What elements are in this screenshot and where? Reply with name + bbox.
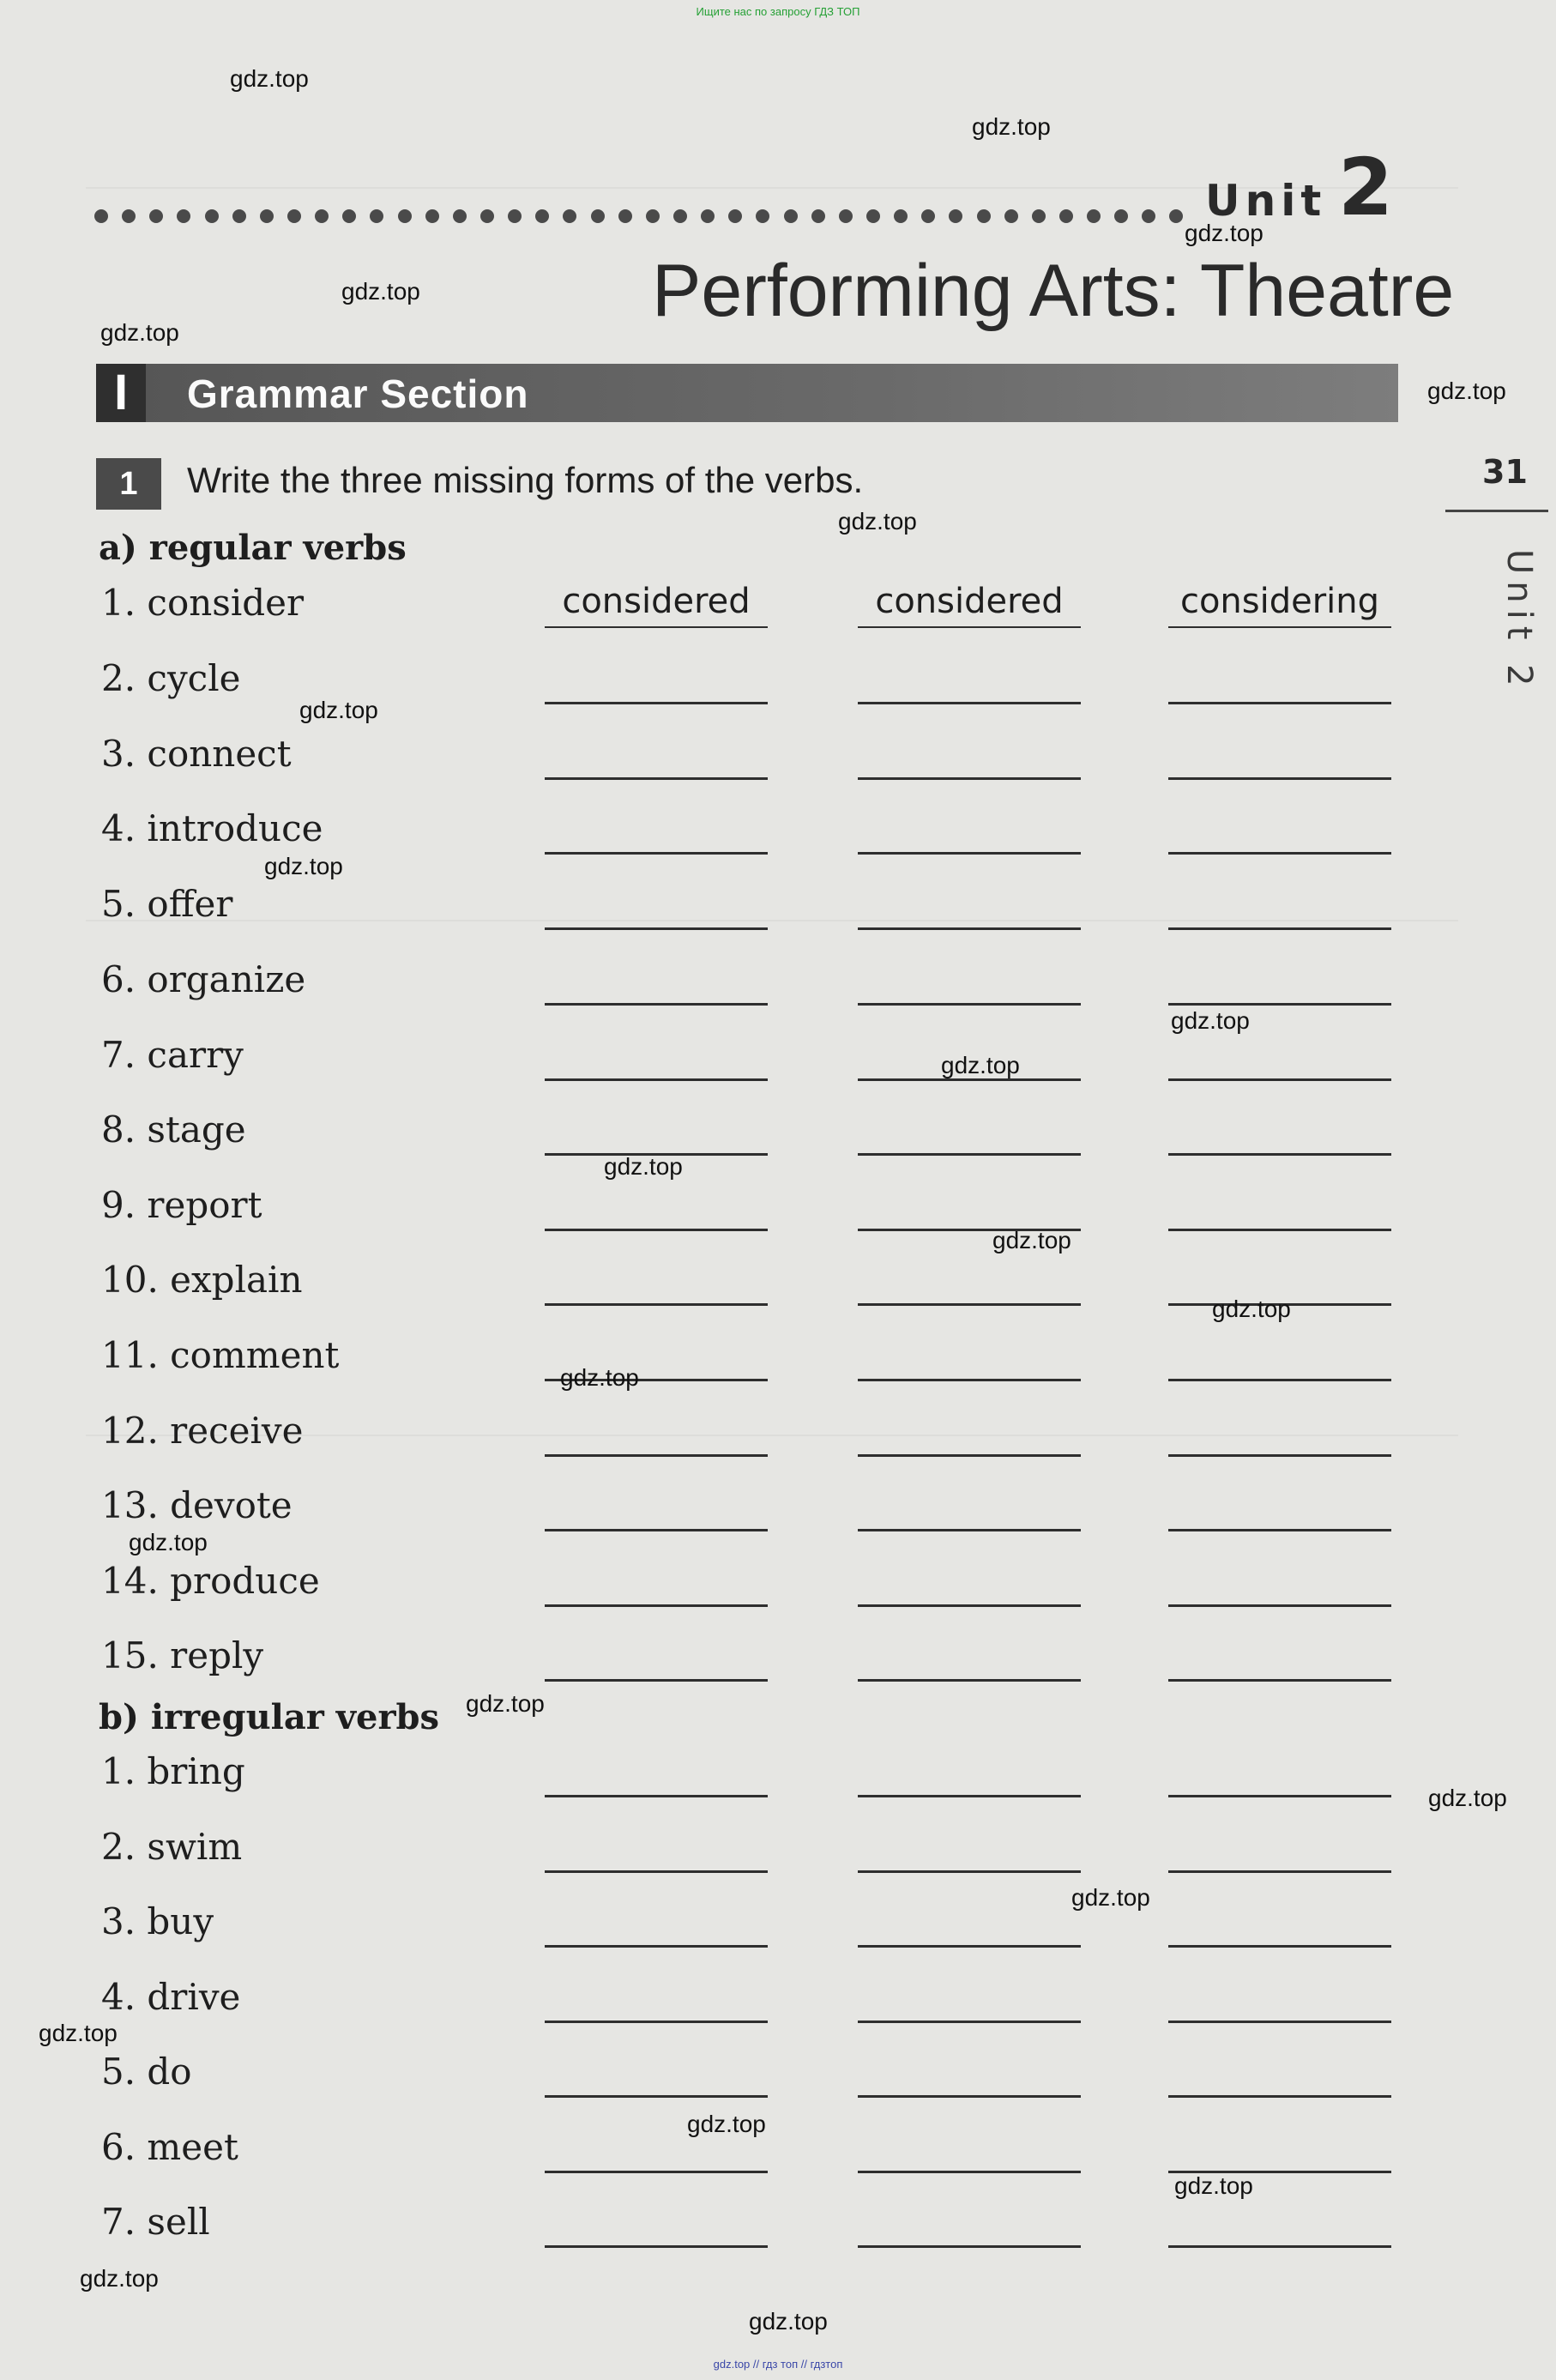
verb-row — [0, 657, 1556, 717]
watermark-text: gdz.top — [466, 1690, 545, 1717]
watermark-text: gdz.top — [80, 2265, 159, 2292]
decorative-dot — [591, 209, 605, 223]
verb-label: 8. stage — [101, 1108, 246, 1151]
watermark-text: gdz.top — [264, 853, 343, 879]
answer-blank[interactable] — [545, 958, 768, 1006]
dotted-rule — [94, 199, 1184, 233]
decorative-dot — [756, 209, 769, 223]
decorative-dot — [315, 209, 329, 223]
answer-blank[interactable] — [1168, 2051, 1391, 2098]
decorative-dot — [453, 209, 467, 223]
verb-label: 1. bring — [101, 1750, 245, 1792]
answer-blank[interactable] — [1168, 1976, 1391, 2023]
verb-row — [0, 1108, 1556, 1169]
bottom-banner[interactable]: gdz.top // гдз топ // гдзтоп — [713, 2358, 843, 2371]
decorative-dot — [398, 209, 412, 223]
verb-label: 7. carry — [101, 1034, 244, 1076]
decorative-dot — [94, 209, 108, 223]
watermark-text: gdz.top — [1171, 1007, 1250, 1034]
verb-label: 14. produce — [101, 1560, 320, 1602]
decorative-dot — [122, 209, 136, 223]
decorative-dot — [480, 209, 494, 223]
answer-blank[interactable] — [545, 1976, 768, 2023]
answer-blank[interactable] — [545, 807, 768, 855]
verb-label: 3. buy — [101, 1900, 214, 1942]
answer-blank[interactable] — [545, 1410, 768, 1457]
answer-blank[interactable] — [1168, 2201, 1391, 2248]
decorative-dot — [1032, 209, 1046, 223]
verb-label: 3. connect — [101, 733, 292, 775]
answer-blank[interactable] — [545, 1108, 768, 1156]
decorative-dot — [1114, 209, 1128, 223]
answer-blank[interactable] — [1168, 958, 1391, 1006]
watermark-text: gdz.top — [972, 113, 1051, 140]
decorative-dot — [784, 209, 798, 223]
verb-row — [0, 733, 1556, 793]
answer-blank[interactable] — [1168, 1750, 1391, 1797]
answer-blank[interactable] — [1168, 1826, 1391, 1873]
answer-blank[interactable] — [858, 2126, 1081, 2173]
decorative-dot — [177, 209, 190, 223]
watermark-text: gdz.top — [230, 65, 309, 92]
answer-blank[interactable] — [858, 1259, 1081, 1306]
decorative-dot — [673, 209, 687, 223]
watermark-text: gdz.top — [941, 1052, 1020, 1078]
irregular-verbs-heading: b) irregular verbs — [99, 1697, 440, 1737]
decorative-dot — [701, 209, 715, 223]
decorative-dot — [839, 209, 853, 223]
watermark-text: gdz.top — [838, 508, 917, 535]
answer-blank[interactable] — [1168, 1410, 1391, 1457]
decorative-dot — [894, 209, 908, 223]
answer-blank[interactable] — [1168, 1560, 1391, 1607]
watermark-text: gdz.top — [1174, 2172, 1253, 2199]
watermark-text: gdz.top — [1428, 1785, 1507, 1811]
watermark-text: gdz.top — [341, 278, 420, 305]
answer-blank[interactable] — [1168, 883, 1391, 930]
verb-row — [0, 1334, 1556, 1394]
answer-blank[interactable] — [858, 883, 1081, 930]
verb-label: 2. cycle — [101, 657, 241, 699]
decorative-dot — [646, 209, 660, 223]
verb-row — [0, 1634, 1556, 1694]
decorative-dot — [149, 209, 163, 223]
verb-row — [0, 1034, 1556, 1094]
verb-row — [0, 1484, 1556, 1544]
answer-blank[interactable] — [545, 883, 768, 930]
answer-blank[interactable] — [858, 2201, 1081, 2248]
verb-row — [0, 1826, 1556, 1886]
answer-blank[interactable] — [1168, 1334, 1391, 1381]
decorative-dot — [508, 209, 522, 223]
answer-blank[interactable] — [545, 2051, 768, 2098]
answer-blank[interactable] — [1168, 1634, 1391, 1682]
watermark-text: gdz.top — [1185, 220, 1263, 246]
answer-blank[interactable] — [545, 2201, 768, 2248]
verb-label: 10. explain — [101, 1259, 303, 1301]
watermark-text: gdz.top — [129, 1529, 208, 1555]
verb-row — [0, 883, 1556, 943]
exercise-number: 1 — [96, 458, 161, 510]
answer-blank[interactable] — [1168, 807, 1391, 855]
exercise-instruction: Write the three missing forms of the verbs. — [187, 460, 864, 500]
verb-row — [0, 582, 1556, 642]
answer-blank[interactable] — [545, 1184, 768, 1231]
answer-blank[interactable] — [858, 1634, 1081, 1682]
answer-blank[interactable] — [545, 733, 768, 780]
unit-title: Performing Arts: Theatre — [652, 250, 1455, 332]
section-title: Grammar Section — [187, 371, 529, 416]
answer-blank[interactable] — [858, 1334, 1081, 1381]
watermark-text: gdz.top — [992, 1227, 1071, 1253]
answer-blank[interactable] — [858, 958, 1081, 1006]
verb-label: 4. introduce — [101, 807, 323, 849]
answer-blank[interactable] — [1168, 1484, 1391, 1531]
decorative-dot — [921, 209, 935, 223]
decorative-dot — [1142, 209, 1155, 223]
verb-label: 11. comment — [101, 1334, 340, 1376]
verb-label: 6. meet — [101, 2126, 238, 2168]
watermark-text: gdz.top — [39, 2020, 118, 2046]
answer-blank[interactable] — [545, 1900, 768, 1948]
verb-row — [0, 1259, 1556, 1319]
answer-blank[interactable] — [858, 1184, 1081, 1231]
verb-label: 7. sell — [101, 2201, 210, 2243]
answer-blank[interactable] — [545, 1826, 768, 1873]
answer-blank[interactable]: considered — [858, 582, 1081, 628]
answer-blank[interactable] — [858, 1826, 1081, 1873]
side-rule — [1445, 510, 1548, 512]
decorative-dot — [287, 209, 301, 223]
answer-blank[interactable]: considering — [1168, 582, 1391, 628]
decorative-dot — [205, 209, 219, 223]
watermark-text: gdz.top — [749, 2308, 828, 2335]
answer-blank[interactable] — [1168, 657, 1391, 704]
verb-label: 9. report — [101, 1184, 262, 1226]
answer-blank[interactable]: considered — [545, 582, 768, 628]
verb-row — [0, 1184, 1556, 1244]
side-unit-label: Unit 2 — [1499, 549, 1539, 693]
answer-blank[interactable] — [858, 807, 1081, 855]
answer-blank[interactable] — [858, 1108, 1081, 1156]
verb-row — [0, 807, 1556, 867]
answer-blank[interactable] — [545, 1634, 768, 1682]
unit-number: 2 — [1338, 142, 1394, 233]
watermark-text: gdz.top — [604, 1153, 683, 1180]
answer-blank[interactable] — [545, 1560, 768, 1607]
answer-blank[interactable] — [1168, 1184, 1391, 1231]
decorative-dot — [370, 209, 383, 223]
verb-label: 5. offer — [101, 883, 233, 925]
answer-blank[interactable] — [545, 1034, 768, 1081]
page-number: 31 — [1482, 453, 1528, 491]
verb-label: 13. devote — [101, 1484, 293, 1526]
verb-label: 5. do — [101, 2051, 192, 2093]
unit-label: Unit — [1205, 176, 1327, 226]
verb-row — [0, 2126, 1556, 2186]
verb-row — [0, 1900, 1556, 1960]
decorative-dot — [949, 209, 962, 223]
watermark-text: gdz.top — [1212, 1296, 1291, 1322]
watermark-text: gdz.top — [1427, 378, 1506, 404]
answer-blank[interactable] — [1168, 1034, 1391, 1081]
answer-blank[interactable] — [858, 657, 1081, 704]
watermark-text: gdz.top — [1071, 1884, 1150, 1911]
decorative-dot — [618, 209, 632, 223]
watermark-text: gdz.top — [560, 1364, 639, 1391]
decorative-dot — [811, 209, 825, 223]
top-banner[interactable]: Ищите нас по запросу ГДЗ ТОП — [696, 5, 860, 18]
answer-blank[interactable] — [858, 1900, 1081, 1948]
decorative-dot — [535, 209, 549, 223]
answer-blank[interactable] — [858, 1976, 1081, 2023]
verb-label: 4. drive — [101, 1976, 241, 2018]
verb-row — [0, 2051, 1556, 2111]
verb-label: 2. swim — [101, 1826, 243, 1868]
section-number: I — [96, 364, 146, 422]
answer-blank[interactable] — [545, 1750, 768, 1797]
answer-blank[interactable] — [858, 1410, 1081, 1457]
verb-row — [0, 1410, 1556, 1470]
verb-row — [0, 1560, 1556, 1620]
decorative-dot — [260, 209, 274, 223]
verb-row — [0, 1750, 1556, 1810]
answer-blank[interactable] — [545, 1484, 768, 1531]
decorative-dot — [1169, 209, 1183, 223]
regular-verbs-heading: a) regular verbs — [99, 528, 407, 568]
answer-blank[interactable] — [1168, 733, 1391, 780]
answer-blank[interactable] — [858, 733, 1081, 780]
decorative-dot — [977, 209, 991, 223]
decorative-dot — [1004, 209, 1018, 223]
verb-label: 6. organize — [101, 958, 306, 1000]
decorative-dot — [232, 209, 246, 223]
decorative-dot — [1087, 209, 1101, 223]
answer-blank[interactable] — [1168, 1108, 1391, 1156]
answer-blank[interactable] — [858, 1750, 1081, 1797]
decorative-dot — [728, 209, 742, 223]
verb-row — [0, 958, 1556, 1018]
decorative-dot — [342, 209, 356, 223]
watermark-text: gdz.top — [100, 319, 179, 346]
verb-label: 15. reply — [101, 1634, 264, 1676]
answer-blank[interactable] — [858, 1560, 1081, 1607]
decorative-dot — [866, 209, 880, 223]
verb-row — [0, 1976, 1556, 2036]
answer-blank[interactable] — [545, 1259, 768, 1306]
answer-blank[interactable] — [545, 657, 768, 704]
answer-blank[interactable] — [1168, 1900, 1391, 1948]
answer-blank[interactable] — [858, 1484, 1081, 1531]
verb-label: 12. receive — [101, 1410, 304, 1452]
verb-label: 1. consider — [101, 582, 305, 624]
watermark-text: gdz.top — [299, 697, 378, 723]
verb-row — [0, 2201, 1556, 2261]
decorative-dot — [425, 209, 439, 223]
answer-blank[interactable] — [1168, 2126, 1391, 2173]
decorative-dot — [1059, 209, 1073, 223]
decorative-dot — [563, 209, 576, 223]
answer-blank[interactable] — [858, 2051, 1081, 2098]
watermark-text: gdz.top — [687, 2111, 766, 2137]
